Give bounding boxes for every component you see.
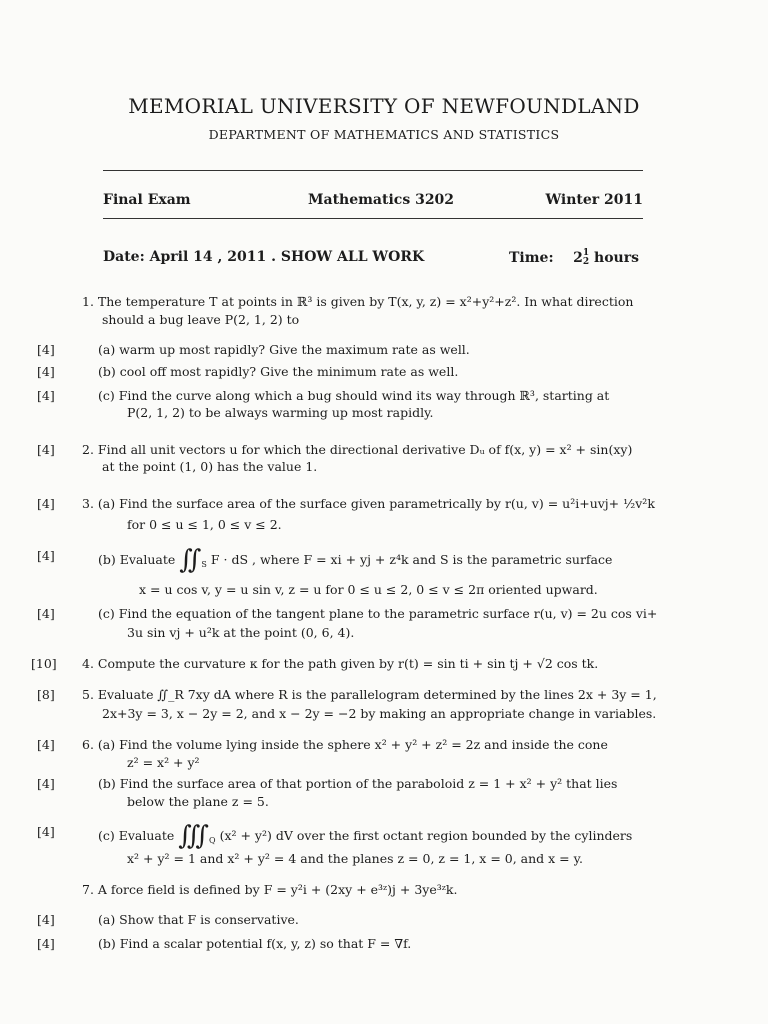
marks-7b: [4] [37, 936, 55, 951]
question-3b-text: F · dS , where F = xi + yj + z⁴k and S is the parametric surface [210, 552, 613, 567]
university-title: MEMORIAL UNIVERSITY OF NEWFOUNDLAND [128, 94, 640, 118]
marks-6b: [4] [37, 776, 55, 791]
marks-6a: [4] [37, 737, 55, 752]
question-6b-line-2: below the plane z = 5. [127, 794, 269, 809]
question-7: 7. A force field is defined by F = y²i + (2xy + e³ᶻ)j + 3ye³ᶻk. [82, 882, 458, 897]
marks-1b: [4] [37, 364, 55, 379]
question-6a-line-1: 6. (a) Find the volume lying inside the sphere x² + y² + z² = 2z and inside the cone [82, 737, 608, 752]
marks-3c: [4] [37, 606, 55, 621]
exam-term: Winter 2011 [545, 192, 643, 208]
question-6c-line-1 [98, 821, 633, 851]
question-1-line-2: should a bug leave P(2, 1, 2) to [102, 312, 300, 327]
integral-subscript-s: S [201, 560, 207, 569]
question-3c-line-2: 3u sin vj + u²k at the point (0, 6, 4). [127, 625, 355, 640]
question-1c-line-2: P(2, 1, 2) to be always warming up most rapidly. [127, 405, 434, 420]
question-3b-line-2: x = u cos v, y = u sin v, z = u for 0 ≤ u ≤ 2, 0 ≤ v ≤ 2π oriented upward. [139, 582, 598, 597]
department-subtitle: DEPARTMENT OF MATHEMATICS AND STATISTICS [208, 127, 560, 142]
question-7a: (a) Show that F is conservative. [98, 912, 299, 927]
question-2-line-2: at the point (1, 0) has the value 1. [102, 459, 318, 474]
course-name: Mathematics 3202 [308, 192, 455, 208]
marks-1a: [4] [37, 342, 55, 357]
header-rule-bottom [103, 218, 643, 219]
double-integral-symbol: ∬ [179, 545, 202, 575]
question-6c-line-2: x² + y² = 1 and x² + y² = 4 and the planes z = 0, z = 1, x = 0, and x = y. [127, 851, 583, 866]
marks-6c: [4] [37, 824, 55, 839]
question-1b: (b) cool off most rapidly? Give the minimum rate as well. [98, 364, 459, 379]
question-6c-evaluate: (c) Evaluate [98, 828, 175, 843]
date-line: Date: April 14 , 2011 . SHOW ALL WORK [103, 249, 425, 265]
question-5-line-1: 5. Evaluate ∬_R 7xy dA where R is the parallelogram determined by the lines 2x + 3y = 1, [82, 687, 657, 702]
question-1c-line-1: (c) Find the curve along which a bug should wind its way through ℝ³, starting at [98, 388, 610, 403]
question-1-line-1: 1. The temperature T at points in ℝ³ is given by T(x, y, z) = x²+y²+z². In what direction [82, 294, 634, 309]
marks-7a: [4] [37, 912, 55, 927]
time-label: Time: [509, 250, 554, 266]
question-7b: (b) Find a scalar potential f(x, y, z) so that F = ∇f. [98, 936, 412, 951]
question-4: 4. Compute the curvature κ for the path given by r(t) = sin ti + sin tj + √2 cos tk. [82, 656, 599, 671]
question-3c-line-1: (c) Find the equation of the tangent plane to the parametric surface r(u, v) = 2u cos vi+ [98, 606, 658, 621]
marks-2: [4] [37, 442, 55, 457]
marks-3b: [4] [37, 548, 55, 563]
marks-5: [8] [37, 687, 55, 702]
time-allowed [509, 249, 639, 267]
question-3a-line-1: 3. (a) Find the surface area of the surface given parametrically by r(u, v) = u²i+uvj+ ½v²k [82, 496, 655, 511]
marks-1c: [4] [37, 388, 55, 403]
time-unit: hours [594, 250, 639, 266]
exam-type: Final Exam [103, 192, 191, 208]
question-3b-evaluate: (b) Evaluate [98, 552, 176, 567]
question-1a: (a) warm up most rapidly? Give the maximum rate as well. [98, 342, 470, 357]
triple-integral-symbol: ∭ [178, 821, 210, 851]
question-3b-line-1 [98, 545, 613, 575]
question-6b-line-1: (b) Find the surface area of that portion of the paraboloid z = 1 + x² + y² that lies [98, 776, 618, 791]
marks-4: [10] [31, 656, 57, 671]
question-5-line-2: 2x+3y = 3, x − 2y = 2, and x − 2y = −2 by making an appropriate change in variables. [102, 706, 657, 721]
question-3a-line-2: for 0 ≤ u ≤ 1, 0 ≤ v ≤ 2. [127, 517, 282, 532]
time-whole: 2 [573, 250, 583, 266]
question-6a-line-2: z² = x² + y² [127, 755, 200, 770]
question-2-line-1: 2. Find all unit vectors u for which the directional derivative Dᵤ of f(x, y) = x² + sin(xy) [82, 442, 633, 457]
question-6c-text: (x² + y²) dV over the first octant region bounded by the cylinders [219, 828, 633, 843]
marks-3a: [4] [37, 496, 55, 511]
header-rule-top [103, 170, 643, 171]
integral-subscript-q: Q [209, 836, 216, 845]
time-fraction: 1 2 [582, 248, 590, 267]
